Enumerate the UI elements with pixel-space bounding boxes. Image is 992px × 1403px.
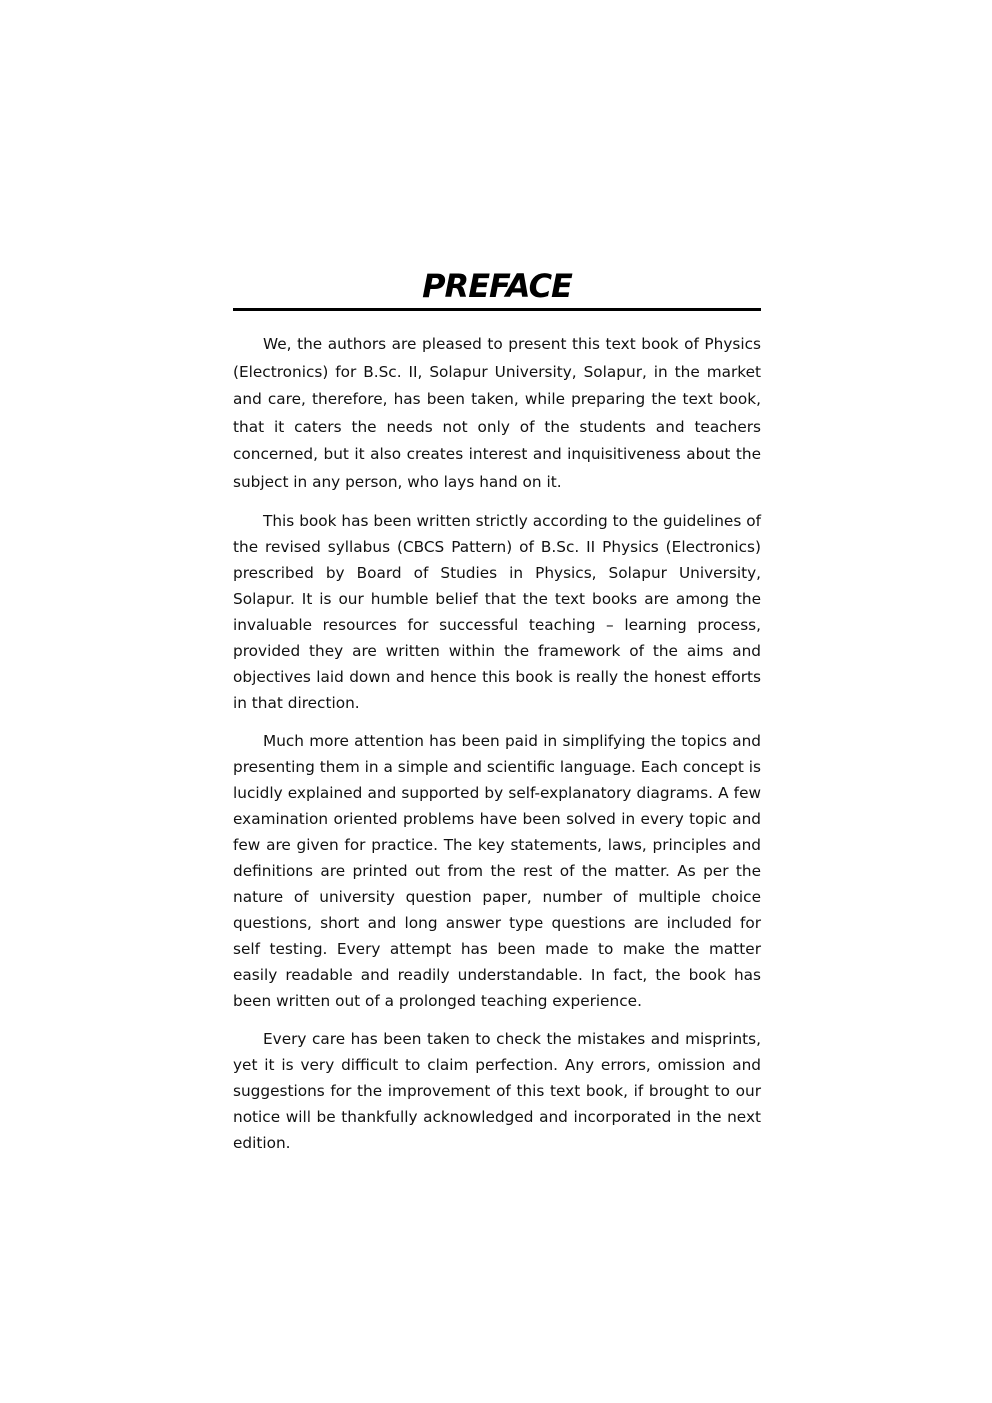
paragraph-3: Much more attention has been paid in simplifying the topics and presenting them in a simple and scientific language. Each concept is lucidly explained and supported by self-explanatory diagrams. A few examination oriented problems have been solved in every topic and few are given for practice. The key statements, laws, principles and definitions are printed out from the rest of the matter. As per the nature of university question paper, number of multiple choice questions, short and long answer type questions are included for self testing. Every attempt has been made to make the matter easily readable and readily understandable. In fact, the book has been written out of a prolonged teaching experience. xyxy=(233,732,761,1010)
preface-page xyxy=(233,266,761,1168)
paragraph-2: This book has been written strictly according to the guidelines of the revised syllabus (CBCS Pattern) of B.Sc. II Physics (Electronics) prescribed by Board of Studies in Physics, Solapur University, Solapur. It is our humble belief that the text books are among the invaluable resources for successful teaching – learning process, provided they are written within the framework of the aims and objectives laid down and hence this book is really the honest efforts in that direction. xyxy=(233,512,761,712)
paragraph-4: Every care has been taken to check the mistakes and misprints, yet it is very difficult to claim perfection. Any errors, omission and suggestions for the improvement of this text book, if brought to our notice will be thankfully acknowledged and incorporated in the next edition. xyxy=(233,1030,761,1152)
page-title: PREFACE xyxy=(422,267,572,305)
title-underline xyxy=(233,308,761,311)
paragraph-1: We, the authors are pleased to present this text book of Physics (Electronics) for B.Sc. II, Solapur University, Solapur, in the market and care, therefore, has been taken, while preparing the text book, that it caters the needs not only of the students and teachers concerned, but it also creates interest and inquisitiveness about the subject in any person, who lays hand on it. xyxy=(233,335,761,491)
preface-body xyxy=(233,331,761,1156)
